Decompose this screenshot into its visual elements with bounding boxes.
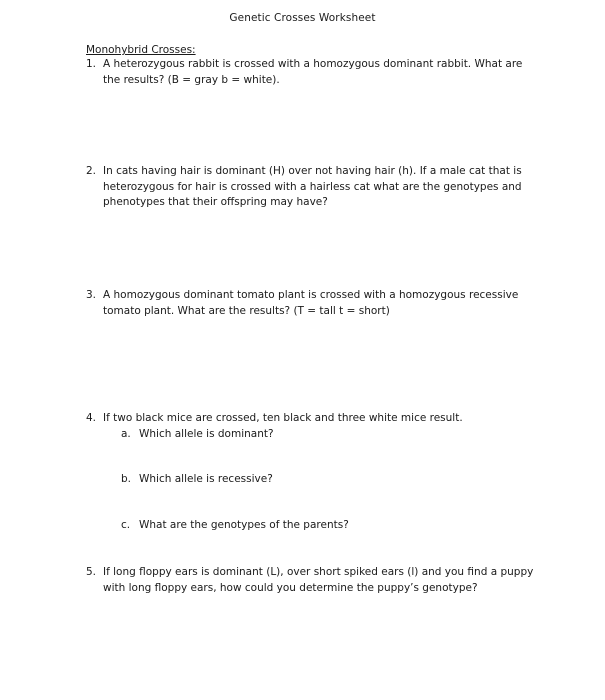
- question-text: A heterozygous rabbit is crossed with a homozygous dominant rabbit. What are the results? (B = gray b = white).: [103, 58, 523, 86]
- subquestion-text: Which allele is dominant?: [139, 428, 274, 440]
- question-text: A homozygous dominant tomato plant is crossed with a homozygous recessive tomato plant. What are the results? (T = tall t = short): [103, 289, 519, 317]
- subquestion-4c: [121, 518, 349, 534]
- worksheet-title: Genetic Crosses Worksheet: [229, 12, 376, 24]
- subquestion-letter: a.: [121, 428, 131, 440]
- question-5: [86, 565, 536, 596]
- question-number: 1.: [86, 58, 97, 70]
- question-text: If two black mice are crossed, ten black and three white mice result.: [103, 412, 463, 424]
- subquestion-letter: c.: [121, 519, 131, 531]
- question-text: If long floppy ears is dominant (L), over short spiked ears (l) and you find a puppy with long floppy ears, how could you determine the puppy’s genotype?: [103, 566, 534, 594]
- question-4: [86, 411, 536, 427]
- question-number: 3.: [86, 289, 97, 301]
- question-number: 4.: [86, 412, 97, 424]
- subquestion-4b: [121, 472, 273, 488]
- subquestion-letter: b.: [121, 473, 132, 485]
- subquestion-text: What are the genotypes of the parents?: [139, 519, 349, 531]
- question-text: In cats having hair is dominant (H) over not having hair (h). If a male cat that is heterozygous for hair is crossed with a hairless cat what are the genotypes and phenotypes that their offspring may have?: [103, 165, 522, 208]
- section-heading: Monohybrid Crosses:: [86, 44, 196, 56]
- question-3: [86, 288, 536, 319]
- subquestion-text: Which allele is recessive?: [139, 473, 273, 485]
- question-number: 2.: [86, 165, 97, 177]
- question-2: [86, 164, 536, 211]
- question-number: 5.: [86, 566, 97, 578]
- question-1: [86, 57, 536, 88]
- subquestion-4a: [121, 427, 274, 443]
